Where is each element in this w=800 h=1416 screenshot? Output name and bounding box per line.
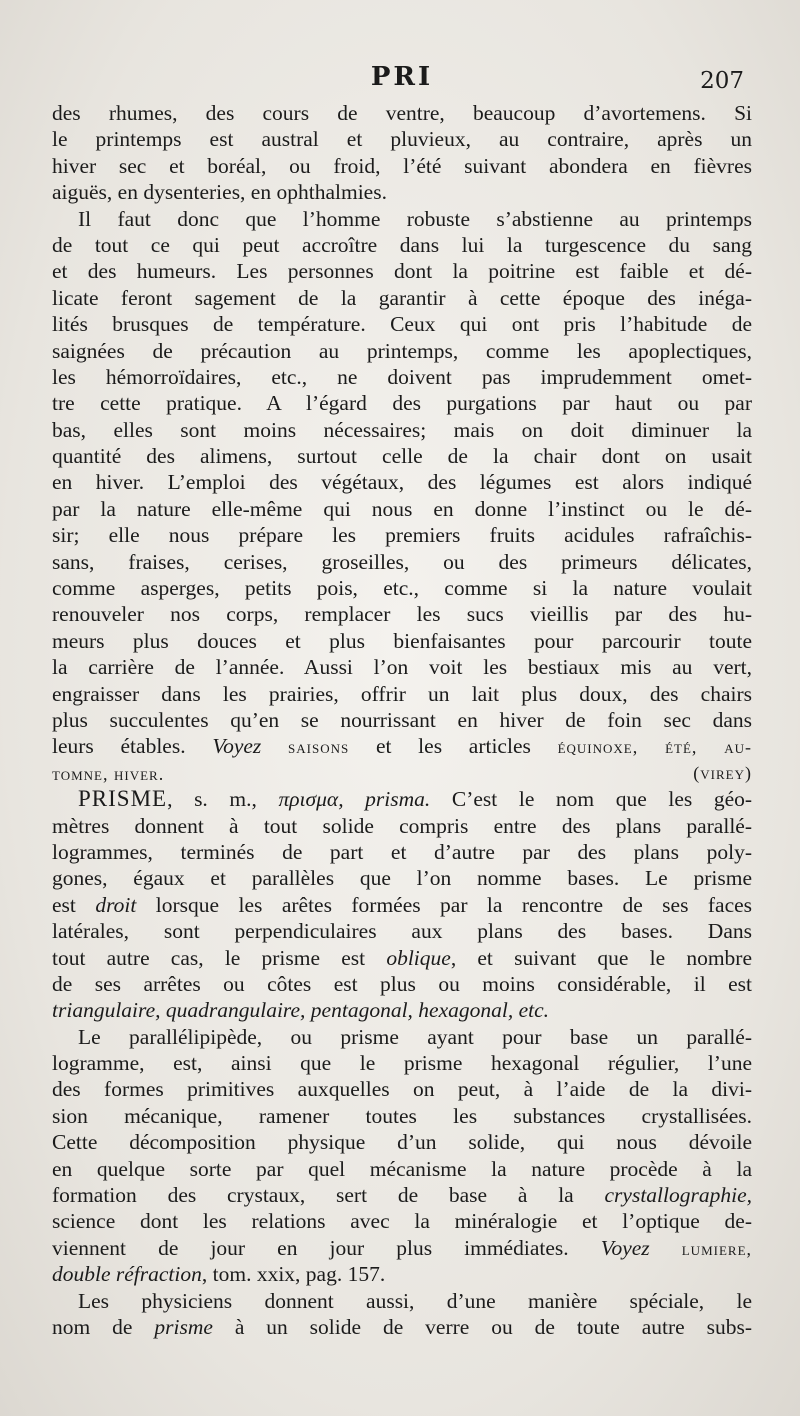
text-line: Les physiciens donnent aussi, d’une manière spéciale, le	[78, 1288, 752, 1313]
text-line: en hiver. L’emploi des végétaux, des légumes est alors indiqué	[52, 470, 752, 495]
text-line: engraisser dans les prairies, offrir un lait plus doux, des chairs	[52, 681, 752, 706]
text-line	[52, 733, 752, 759]
see-label: Voyez	[600, 1235, 650, 1260]
text-body	[52, 100, 752, 1340]
text-line	[52, 760, 752, 786]
text-fragment: nom de	[52, 1314, 133, 1339]
text-line: bas, elles sont moins nécessaires; mais on doit diminuer la	[52, 417, 752, 442]
text-fragment: , tom. xxix, pag. 157.	[201, 1262, 386, 1287]
headword: PRISME	[78, 786, 168, 812]
greek-etymon: πρισμα,	[278, 787, 344, 812]
text-line: sion mécanique, ramener toutes les substances crystallisées.	[52, 1103, 752, 1128]
text-line: science dont les relations avec la minéralogie et l’optique de-	[52, 1209, 752, 1234]
text-fragment: formation des crystaux, sert de base à la	[52, 1183, 574, 1208]
text-line: licate feront sagement de la garantir à cette époque des inéga-	[52, 285, 752, 310]
see-label: Voyez	[212, 734, 262, 759]
term-list: triangulaire, quadrangulaire, pentagonal, hexagonal, etc.	[52, 998, 550, 1023]
paragraph-1	[52, 100, 752, 206]
text-line: Cette décomposition physique d’un solide, qui nous dévoile	[52, 1130, 752, 1155]
latin-etymon: prisma.	[365, 787, 431, 812]
text-fragment: C’est le nom que les géo-	[451, 787, 752, 812]
text-line: de tout ce qui peut accroître dans lui la turgescence du sang	[52, 232, 752, 257]
text-fragment: est	[52, 892, 76, 917]
text-fragment: viennent de jour en jour plus immédiates.	[52, 1235, 569, 1260]
text-line: par la nature elle-même qui nous en donne l’instinct ou le dé-	[52, 496, 752, 521]
text-line: la carrière de l’année. Aussi l’on voit les bestiaux mis au vert,	[52, 655, 752, 680]
text-line	[52, 1235, 752, 1261]
text-fragment: et les articles	[375, 734, 531, 759]
text-line: aiguës, en dysenteries, en ophthalmies.	[52, 180, 387, 205]
text-line: de ses arrêtes ou côtes est plus ou moins considérable, il est	[52, 971, 752, 996]
text-line: latérales, sont perpendiculaires aux plans des bases. Dans	[52, 919, 752, 944]
text-line: lités brusques de température. Ceux qui ont pris l’habitude de	[52, 312, 752, 337]
term: oblique	[386, 945, 451, 970]
text-line: gones, égaux et parallèles que l’on nomme bases. Le prisme	[52, 866, 752, 891]
text-fragment: , et suivant que le nombre	[450, 945, 752, 970]
entry-prisme	[52, 786, 752, 1024]
text-line: tre cette pratique. A l’égard des purgations par haut ou par	[52, 391, 752, 416]
text-line	[52, 945, 752, 971]
cross-reference: double réfraction	[52, 1262, 202, 1287]
cross-reference: saisons	[288, 737, 350, 758]
part-of-speech: s. m.,	[194, 787, 257, 812]
text-line: comme asperges, petits pois, etc., comme si la nature voulait	[52, 576, 752, 601]
running-head: PRI	[370, 62, 434, 92]
text-line: en quelque sorte par quel mécanisme la nature procède à la	[52, 1156, 752, 1181]
text-line	[52, 997, 752, 1023]
text-line	[52, 1314, 752, 1340]
cross-reference: tomne, hiver.	[52, 763, 165, 784]
text-line: sans, fraises, cerises, groseilles, ou des primeurs délicates,	[52, 549, 752, 574]
text-line: renouveler nos corps, remplacer les sucs vieillis par des hu-	[52, 602, 752, 627]
term: prisme	[154, 1314, 213, 1339]
text-line: plus succulentes qu’en se nourrissant en hiver de foin sec dans	[52, 707, 752, 732]
cross-reference: équinoxe, été, au-	[557, 737, 752, 758]
text-line	[52, 892, 752, 918]
text-line: saignées de précaution au printemps, comme les apoplectiques,	[52, 338, 752, 363]
paragraph-4	[52, 1024, 752, 1288]
text-fragment: lorsque les arêtes formées par la rencontre de ses faces	[155, 892, 752, 917]
text-line: des rhumes, des cours de ventre, beaucoup d’avortemens. Si	[52, 101, 752, 125]
text-line: logramme, est, ainsi que le prisme hexagonal régulier, l’une	[52, 1051, 752, 1076]
text-line: quantité des alimens, surtout celle de la chair dont on usait	[52, 444, 752, 469]
text-line	[52, 1261, 752, 1287]
page-number: 207	[700, 68, 744, 94]
text-line: le printemps est austral et pluvieux, au contraire, après un	[52, 127, 752, 152]
text-line: logrammes, terminés de part et d’autre par des plans poly-	[52, 839, 752, 864]
paragraph-5	[52, 1288, 752, 1341]
text-line: mètres donnent à tout solide compris entre des plans parallé-	[52, 813, 752, 838]
text-fragment: tout autre cas, le prisme est	[52, 945, 366, 970]
text-line: hiver sec et boréal, ou froid, l’été suivant abondera en fièvres	[52, 153, 752, 178]
cross-reference: lumiere,	[681, 1238, 752, 1259]
text-fragment: leurs étables.	[52, 734, 186, 759]
text-line	[52, 1182, 752, 1208]
text-fragment: à un solide de verre ou de toute autre subs-	[234, 1314, 752, 1339]
text-line: les hémorroïdaires, etc., ne doivent pas imprudemment omet-	[52, 364, 752, 389]
paragraph-2	[52, 206, 752, 787]
text-line: Le parallélipipède, ou prisme ayant pour base un parallé-	[78, 1024, 752, 1049]
term: droit	[95, 892, 137, 917]
text-line: et des humeurs. Les personnes dont la poitrine est faible et dé-	[52, 259, 752, 284]
author-signature: (virey)	[693, 762, 752, 783]
text-line: Il faut donc que l’homme robuste s’abstienne au printemps	[78, 206, 752, 231]
text-line: des formes primitives auxquelles on peut, à l’aide de la divi-	[52, 1077, 752, 1102]
text-line: PRISME, s. m., πρισμα, prisma. C’est le nom que les géo-	[78, 786, 752, 812]
term: crystallographie,	[604, 1183, 752, 1208]
text-line: sir; elle nous prépare les premiers fruits acidules rafraîchis-	[52, 523, 752, 548]
page-header	[52, 62, 752, 96]
text-line: meurs plus douces et plus bienfaisantes pour parcourir toute	[52, 628, 752, 653]
